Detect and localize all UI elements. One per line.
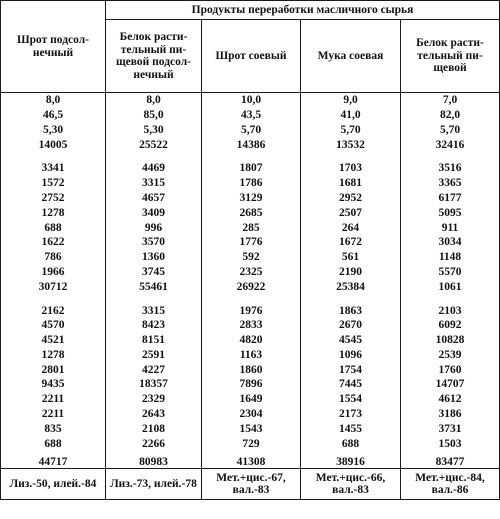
table-cell: 2952 [301, 191, 401, 206]
table-cell: 1681 [301, 176, 401, 191]
gap-cell [301, 152, 401, 161]
table-cell: 2801 [1, 363, 106, 378]
table-cell: 2643 [106, 407, 202, 422]
table-cell: 1278 [1, 206, 106, 221]
table-cell: 1503 [401, 437, 500, 452]
table-cell: 3315 [106, 303, 202, 318]
table-cell: 8,0 [1, 93, 106, 108]
gap-cell [301, 294, 401, 303]
total-cell: 44717 [1, 451, 106, 469]
gap-cell [106, 294, 202, 303]
table-cell: 561 [301, 250, 401, 265]
table-row [1, 265, 500, 280]
table-row [1, 363, 500, 378]
table-cell: 4612 [401, 392, 500, 407]
table-cell: 1860 [202, 363, 301, 378]
table-cell: 3516 [401, 161, 500, 176]
table-row [1, 176, 500, 191]
table-cell: 786 [1, 250, 106, 265]
table-cell: 1863 [301, 303, 401, 318]
table-cell: 7445 [301, 377, 401, 392]
table-cell: 2539 [401, 348, 500, 363]
table-cell: 6177 [401, 191, 500, 206]
table-cell: 85,0 [106, 108, 202, 123]
column-header: Шрот соевый [202, 20, 301, 93]
table-row [1, 137, 500, 152]
table-cell: 1278 [1, 348, 106, 363]
table-cell: 4570 [1, 318, 106, 333]
table-cell: 8151 [106, 333, 202, 348]
column-header: Белок расти-тельный пи-щевой подсол-нечный [106, 20, 202, 93]
table-cell: 3034 [401, 235, 500, 250]
table-cell: 14005 [1, 137, 106, 152]
table-row [1, 123, 500, 138]
table-cell: 5095 [401, 206, 500, 221]
group-header: Продукты переработки масличного сырья [106, 1, 500, 20]
table-cell: 2190 [301, 265, 401, 280]
table-cell: 5,70 [401, 123, 500, 138]
table-cell: 3745 [106, 265, 202, 280]
table-cell: 13532 [301, 137, 401, 152]
gap-cell [401, 152, 500, 161]
table-cell: 1760 [401, 363, 500, 378]
table-row [1, 303, 500, 318]
gap-cell [202, 294, 301, 303]
table-cell: 729 [202, 437, 301, 452]
table-cell: 2670 [301, 318, 401, 333]
total-cell: 41308 [202, 451, 301, 469]
table-cell: 1754 [301, 363, 401, 378]
table-cell: 1543 [202, 422, 301, 437]
table-cell: 4820 [202, 333, 301, 348]
column-header: Белок расти-тельный пи-щевой [401, 20, 500, 93]
table-cell: 2591 [106, 348, 202, 363]
table-row [1, 250, 500, 265]
table-cell: 688 [1, 220, 106, 235]
table-cell: 2173 [301, 407, 401, 422]
table-cell: 3341 [1, 161, 106, 176]
table-cell: 2103 [401, 303, 500, 318]
table-row [1, 220, 500, 235]
table-cell: 1649 [202, 392, 301, 407]
table-row [1, 318, 500, 333]
table-cell: 2329 [106, 392, 202, 407]
table-row [1, 206, 500, 221]
table-cell: 2162 [1, 303, 106, 318]
table-cell: 2833 [202, 318, 301, 333]
table-cell: 835 [1, 422, 106, 437]
table-cell: 285 [202, 220, 301, 235]
table-cell: 1096 [301, 348, 401, 363]
table-row [1, 333, 500, 348]
table-cell: 2685 [202, 206, 301, 221]
table-cell: 688 [301, 437, 401, 452]
table-cell: 5570 [401, 265, 500, 280]
table-row [1, 422, 500, 437]
table-row [1, 280, 500, 295]
table-cell: 7,0 [401, 93, 500, 108]
table-cell: 41,0 [301, 108, 401, 123]
total-cell: 83477 [401, 451, 500, 469]
column-header: Шрот подсол-нечный [1, 1, 106, 93]
table-cell: 5,30 [106, 123, 202, 138]
table-body [1, 93, 500, 500]
table-cell: 1776 [202, 235, 301, 250]
table-cell: 32416 [401, 137, 500, 152]
table-cell: 8423 [106, 318, 202, 333]
table-cell: 1572 [1, 176, 106, 191]
table-cell: 1672 [301, 235, 401, 250]
table-cell: 1360 [106, 250, 202, 265]
table-cell: 4469 [106, 161, 202, 176]
footer-cell: Мет.+цис.-84, вал.-86 [401, 469, 500, 500]
table-cell: 4227 [106, 363, 202, 378]
footer-cell: Лиз.-50, илей.-84 [1, 469, 106, 500]
table-cell: 1703 [301, 161, 401, 176]
footer-cell: Мет.+цис.-66, вал.-83 [301, 469, 401, 500]
table-row [1, 235, 500, 250]
table-cell: 5,30 [1, 123, 106, 138]
table-row [1, 108, 500, 123]
table-cell: 3365 [401, 176, 500, 191]
table-cell: 1455 [301, 422, 401, 437]
table-cell: 2108 [106, 422, 202, 437]
table-cell: 688 [1, 437, 106, 452]
table-row [1, 437, 500, 452]
table-cell: 46,5 [1, 108, 106, 123]
section-gap-row [1, 294, 500, 303]
table-cell: 5,70 [202, 123, 301, 138]
table-row [1, 407, 500, 422]
table-cell: 6092 [401, 318, 500, 333]
total-cell: 38916 [301, 451, 401, 469]
table-cell: 1807 [202, 161, 301, 176]
gap-cell [1, 152, 106, 161]
table-cell: 26922 [202, 280, 301, 295]
table-cell: 2266 [106, 437, 202, 452]
table-cell: 2211 [1, 407, 106, 422]
table-cell: 4521 [1, 333, 106, 348]
gap-cell [1, 294, 106, 303]
table-cell: 1966 [1, 265, 106, 280]
table-cell: 55461 [106, 280, 202, 295]
table-cell: 2304 [202, 407, 301, 422]
table-row [1, 377, 500, 392]
table-cell: 3409 [106, 206, 202, 221]
table-cell: 4657 [106, 191, 202, 206]
group-header-row [1, 1, 500, 20]
section-gap-row [1, 152, 500, 161]
table-cell: 3186 [401, 407, 500, 422]
table-row [1, 191, 500, 206]
table-cell: 7896 [202, 377, 301, 392]
table-cell: 3315 [106, 176, 202, 191]
table-cell: 3129 [202, 191, 301, 206]
gap-cell [106, 152, 202, 161]
table-cell: 30712 [1, 280, 106, 295]
table-cell: 43,5 [202, 108, 301, 123]
table-cell: 14386 [202, 137, 301, 152]
table-cell: 1786 [202, 176, 301, 191]
column-header: Мука соевая [301, 20, 401, 93]
table-row [1, 93, 500, 108]
table-row [1, 348, 500, 363]
table-cell: 3570 [106, 235, 202, 250]
table-cell: 592 [202, 250, 301, 265]
footer-row [1, 469, 500, 500]
gap-cell [401, 294, 500, 303]
table-cell: 25384 [301, 280, 401, 295]
footer-cell: Лиз.-73, илей.-78 [106, 469, 202, 500]
table-cell: 2325 [202, 265, 301, 280]
table-cell: 911 [401, 220, 500, 235]
table-cell: 14707 [401, 377, 500, 392]
table-row [1, 161, 500, 176]
table-cell: 2211 [1, 392, 106, 407]
footer-cell: Мет.+цис.-67, вал.-83 [202, 469, 301, 500]
table-cell: 3731 [401, 422, 500, 437]
table-cell: 9,0 [301, 93, 401, 108]
table-cell: 1976 [202, 303, 301, 318]
gap-cell [202, 152, 301, 161]
table-cell: 2752 [1, 191, 106, 206]
table-cell: 10828 [401, 333, 500, 348]
table-cell: 2507 [301, 206, 401, 221]
table-cell: 4545 [301, 333, 401, 348]
table-cell: 8,0 [106, 93, 202, 108]
table-cell: 5,70 [301, 123, 401, 138]
table-cell: 1622 [1, 235, 106, 250]
totals-row [1, 451, 500, 469]
table-cell: 1061 [401, 280, 500, 295]
table-cell: 996 [106, 220, 202, 235]
table-cell: 9435 [1, 377, 106, 392]
table-cell: 82,0 [401, 108, 500, 123]
table-row [1, 392, 500, 407]
table-cell: 10,0 [202, 93, 301, 108]
table-cell: 18357 [106, 377, 202, 392]
table-cell: 264 [301, 220, 401, 235]
table-cell: 1163 [202, 348, 301, 363]
table-cell: 25522 [106, 137, 202, 152]
table-cell: 1554 [301, 392, 401, 407]
table-cell: 1148 [401, 250, 500, 265]
total-cell: 80983 [106, 451, 202, 469]
